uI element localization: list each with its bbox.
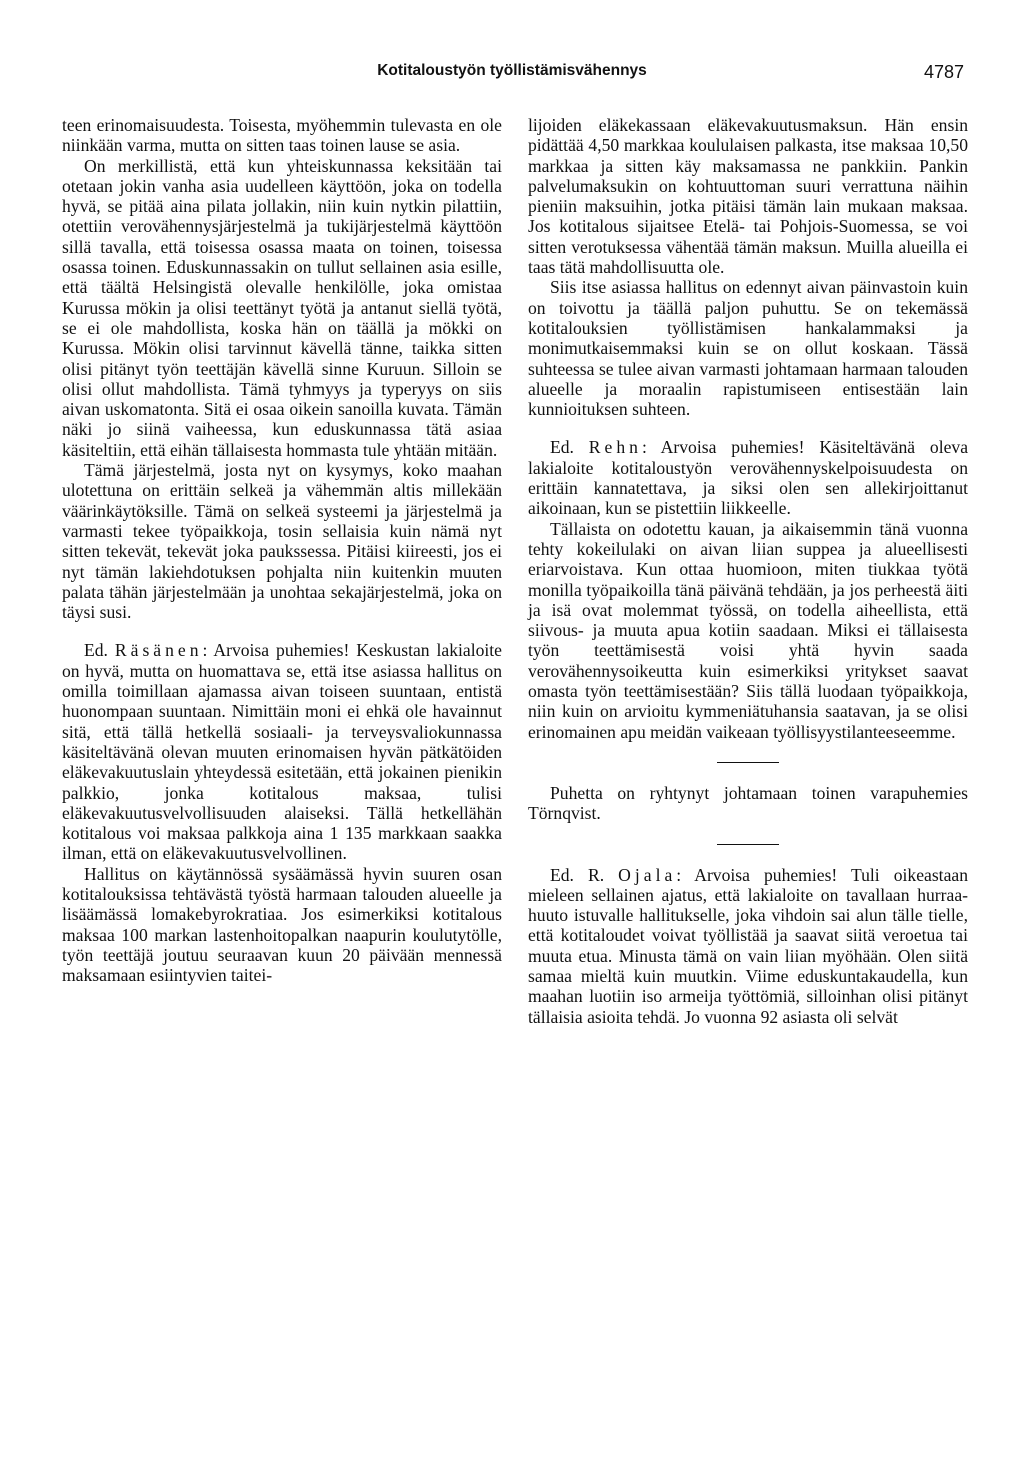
page-header [60,62,964,88]
speaker-prefix: Ed. [550,437,574,458]
paragraph: Hallitus on käytännössä sysäämässä hyvin suuren osan kotitalouksissa tehtävästä työstä harmaan talouden alueelle ja lisäämässä lomakebyrokratiaa. Jos esimerkiksi kotitalous maksaa 100 markan lastenhoitopalkan naapurin koulutytölle, työn teettäjä joutuu seuraavan kuun 20 päivään mennessä maksamaan esiintyvien taitei- [62,863,502,986]
speech-rehn [528,437,968,518]
speaker-name: Rehn [588,437,642,458]
speech-text: : Arvoisa puhemies! Tuli oikeastaan mieleen sellainen ajatus, että lakialoite on tavallaan hurraa-huuto istuvalle hallitukselle, joka vihdoin sai alun tälle tielle, että kotitaloudet voivat työllistää ja saavat siitä veroetua tai muuta etua. Minusta tämä on vain liian myöhään. Olen siitä samaa mieltä kuin muutkin. Viime eduskuntakaudella, kun maahan luotiin iso armeija työttömiä, silloinhan olisi pitänyt tällaisia asioita tehdä. Jo vuonna 92 asiasta oli selvät [528,864,968,1027]
right-column [528,115,968,1027]
paragraph: Tämä järjestelmä, josta nyt on kysymys, koko maahan ulotettuna on erittäin selkeä ja vähemmän altis millekään väärinkäytöksille. Tämä on selkeä systeemi ja järjestelmä ja varmasti tekee työpaikkoja, tosin sellaisia kuin nämä nyt sitten tekevät, tekevät jokа paukssessa. Pitäisi kiireesti, jos ei nyt tämän lakiehdotuksen pohjalta niin kuitenkin muuten palata tähän järjestelmään ja unohtaa sekajärjestelmä, joka on täysi susi. [62,460,502,623]
speech-ojala [528,865,968,1027]
page-number: 4787 [923,62,964,82]
speaker-name: Räsänen [114,640,203,661]
chair-note: Puhetta on ryhtynyt johtamaan toinen varapuhemies Törnqvist. [528,782,968,824]
paragraph: lijoiden eläkekassaan eläkevakuutusmaksun. Hän ensin pidättää 4,50 markkaa koululaisen palkasta, itse maksaa 10,50 markkaa ja sitten käy maksamassa ne pankkiin. Pankin palvelumaksukin on kohtuuttoman suuri verrattuna näihin pieniin maksuihin, jotka pitäisi tämän lain mukaan maksaa. Jos kotitalous sijaitsee Etelä- tai Pohjois-Suomessa, se voi sitten verotuksessa vähentää tämän maksun. Muilla alueilla ei taas tätä mahdollisuutta ole. [528,115,968,278]
section-divider [717,762,779,763]
left-column [62,115,502,985]
section-divider [717,844,779,845]
speech-text: : Arvoisa puhemies! Keskustan lakialoite on hyvä, mutta on huomattava se, että itse asiassa hallitus on omilla toimillaan ajamassa aivan toiseen suuntaan, entistä huonompaan suuntaan. Nimittäin moni ei ehkä ole havainnut sitä, että tällä hetkellä sosiaali- ja terveysvaliokunnassa käsiteltävänä olevan muuten erinomaisen hyvän pätkätöiden eläkevakuutuslain yhteydessä esitetään, että jokainen pienikin palkkio, jonka kotitalous maksaa, tulisi eläkevakuutusvelvollisuuden alaiseksi. Tällä hetkellähän kotitalous voi maksaa palkkoja aina 1 135 markkaan saakka ilman, että on eläkevakuutusvelvollinen. [62,640,502,864]
paragraph: Tällaista on odotettu kauan, ja aikaisemmin tänä vuonna tehty kokeilulaki on aivan liian suppea ja alueellisesti eriarvoistava. Kun ottaa huomioon, miten tiukkaa työtä monilla työpaikoilla tänä päivänä tehdään, ja jos perheestä äiti ja isä ovat molemmat työssä, on todella aiheellista, että siivous- ja muuta apua kotiin saadaan. Miksi ei tällaisesta työn teettämisestä voisi yhtä hyvin saada verovähennysoikeutta kuin esimerkiksi yritykset saavat omasta työn teettämisestään? Siis tällä luodaan työpaikkoja, niin kuin on arvioitu kymmeniätuhansia saatavan, ja se olisi erinomainen apu meidän vaikeaan työllisyystilanteeseemme. [528,518,968,742]
speaker-prefix: Ed. [84,640,108,661]
paragraph: teen erinomaisuudesta. Toisesta, myöhemmin tulevasta en ole niinkään varma, mutta on sitten taas toinen lause se asia. [62,115,502,156]
speaker-prefix: Ed. R. [550,864,605,885]
paragraph: Siis itse asiassa hallitus on edennyt aivan päinvastoin kuin on toivottu ja täällä paljon puhuttu. Se on tekemässä kotitalouksien työllistämisen hankalammaksi ja monimutkaisemmaksi kuin se on ollut koskaan. Tässä suhteessa se tulee aivan varmasti johtamaan harmaan talouden alueelle ja moraalin rapistumiseen entisestään lain kunnioituksen suhteen. [528,277,968,420]
speaker-name: Ojala [618,864,677,885]
paragraph: On merkillistä, että kun yhteiskunnassa keksitään tai otetaan jokin vanha asia uudelleen käyttöön, joka on todella hyvä, se pitää aina pilata jollakin, niin kuin nytkin pilattiin, otettiin verovähennysjärjestelmä ja tukijärjestelmä käyttöön sillä tavalla, että toisessa osassa maata on toinen, toisessa osassa toinen. Eduskunnassakin on tullut sellainen asia esille, että täältä Helsingistä olevalle henkilölle, joka omistaa Kurussa mökin ja olisi teettänyt työtä ja antanut siellä työtä, se ei ole mahdollista, koska hän on täällä ja mökki on Kurussa. Mökin olisi tarvinnut kävellä tänne, taikka sitten olisi pitänyt työn teettäjän kävellä sinne Kuruun. Silloin se olisi ollut mahdollista. Tämä tyhmyys ja typeryys on siis aivan uskomatonta. Sitä ei osaa oikein sanoilla kuvata. Tämän näki jo siinä vaiheessa, kun eduskunnassa tätä asiaa käsiteltiin, että eihän tällaisesta hommasta tule yhtään mitään. [62,155,502,460]
speech-rasanen [62,640,502,863]
running-title: Kotitaloustyön työllistämisvähennys [377,62,647,79]
speech-text: : Arvoisa puhemies! Käsiteltävänä oleva lakialoite kotitaloustyön verovähennyskelpoisuudesta on erittäin kannatettava, ja siksi olen sen allekirjoittanut aikoinaan, kun se pistettiin liikkeelle. [528,437,969,519]
